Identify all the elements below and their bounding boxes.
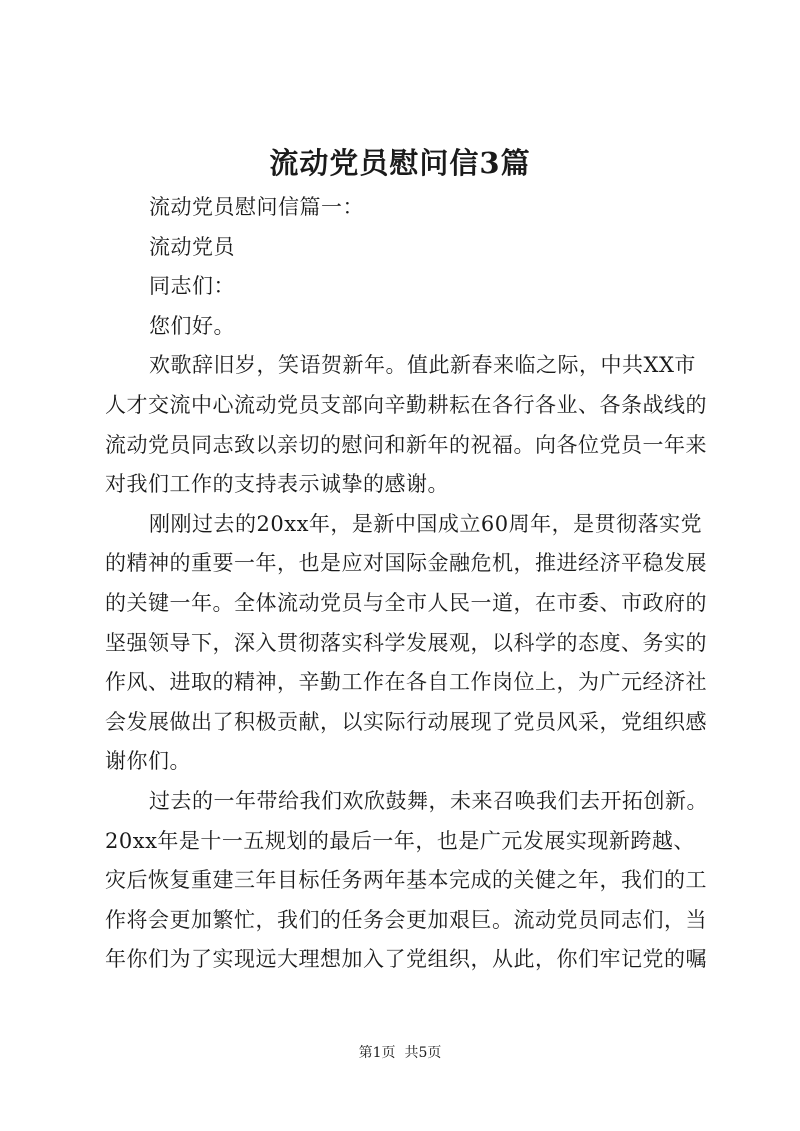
document-title: 流动党员慰问信3篇: [269, 146, 531, 180]
text-line: 会发展做出了积极贡献，以实际行动展现了党员风采，党组织感: [105, 709, 707, 734]
text-line: 的精神的重要一年，也是应对国际金融危机，推进经济平稳发展: [105, 551, 707, 576]
text-line: 坚强领导下，深入贯彻落实科学发展观，以科学的态度、务实的: [105, 630, 707, 655]
text-line: 刚刚过去的20xx年，是新中国成立60周年，是贯彻落实党: [149, 511, 703, 536]
page-total: 共5页: [404, 1045, 442, 1061]
text-line: 您们好。: [149, 313, 235, 338]
text-line: 人才交流中心流动党员支部向辛勤耕耘在各行各业、各条战线的: [105, 392, 707, 417]
text-line: 作风、进取的精神，辛勤工作在各自工作岗位上，为广元经济社: [105, 670, 707, 695]
document-body: [105, 188, 710, 980]
page-number: 第1页: [358, 1045, 396, 1061]
page-footer: [0, 1042, 800, 1064]
text-line: 过去的一年带给我们欢欣鼓舞，未来召唤我们去开拓创新。: [149, 788, 708, 813]
text-line: 流动党员同志致以亲切的慰问和新年的祝福。向各位党员一年来: [105, 432, 707, 457]
text-line: 同志们：: [149, 274, 235, 299]
text-line: 对我们工作的支持表示诚挚的感谢。: [105, 472, 449, 497]
text-line: 年你们为了实现远大理想加入了党组织，从此，你们牢记党的嘱: [105, 947, 707, 972]
text-line: 流动党员: [149, 234, 235, 259]
text-line: 谢你们。: [105, 749, 191, 774]
text-line: 欢歌辞旧岁，笑语贺新年。值此新春来临之际，中共XX市: [149, 353, 696, 378]
text-line: 流动党员慰问信篇一：: [149, 195, 364, 219]
text-line: 的关键一年。全体流动党员与全市人民一道，在市委、市政府的: [105, 590, 707, 615]
text-line: 20xx年是十一五规划的最后一年，也是广元发展实现新跨越、: [105, 828, 695, 853]
text-line: 灾后恢复重建三年目标任务两年基本完成的关健之年，我们的工: [105, 868, 707, 893]
text-line: 作将会更加繁忙，我们的任务会更加艰巨。流动党员同志们，当: [105, 907, 707, 932]
